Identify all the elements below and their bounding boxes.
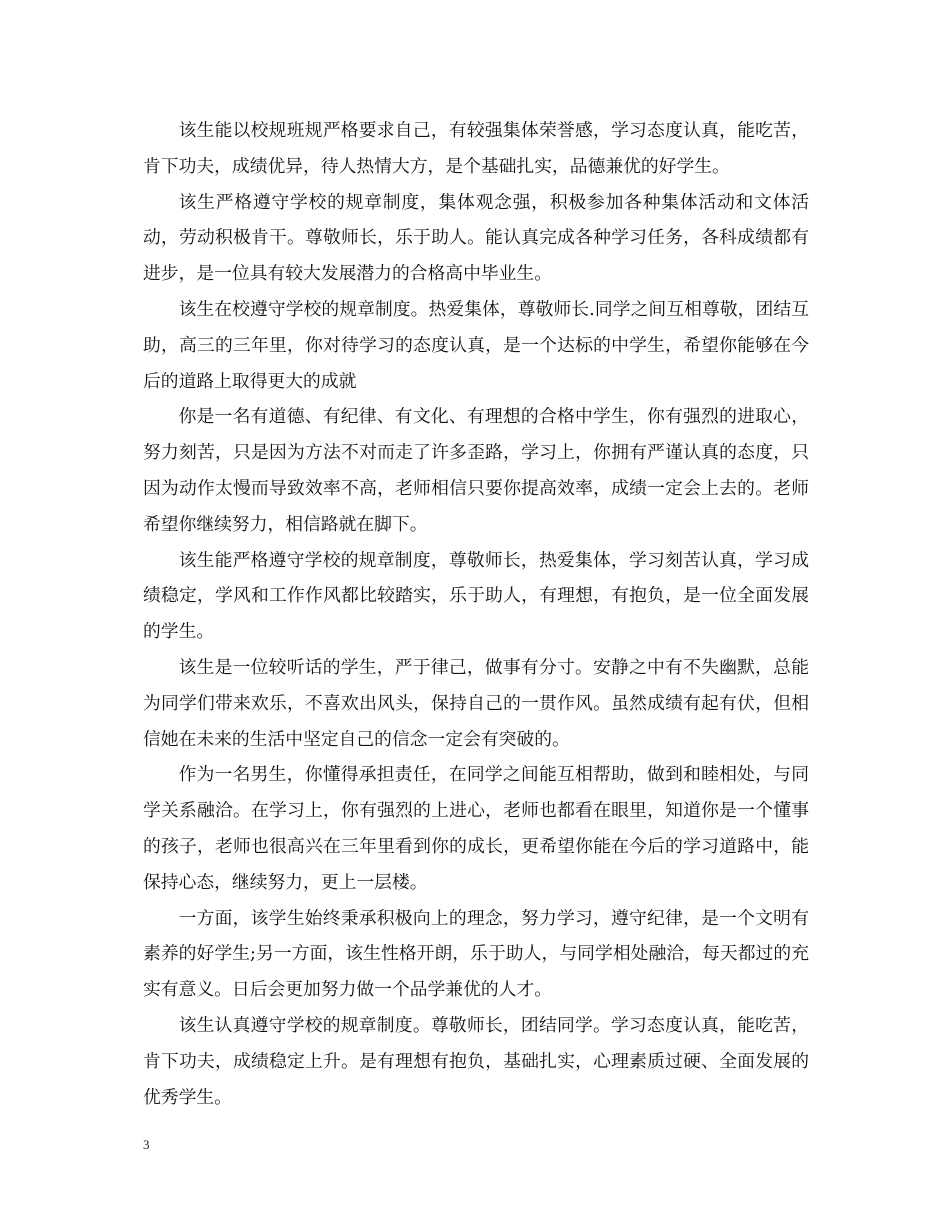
paragraph: 该生能以校规班规严格要求自己，有较强集体荣誉感，学习态度认真，能吃苦，肯下功夫，成绩优异，待人热情大方，是个基础扎实，品德兼优的好学生。 bbox=[143, 120, 809, 177]
paragraph: 该生是一位较听话的学生，严于律己，做事有分寸。安静之中有不失幽默，总能为同学们带来欢乐，不喜欢出风头，保持自己的一贯作风。虽然成绩有起有伏，但相信她在未来的生活中坚定自己的信念一定会有突破的。 bbox=[143, 656, 809, 750]
paragraph: 该生能严格遵守学校的规章制度，尊敬师长，热爱集体，学习刻苦认真，学习成绩稳定，学风和工作作风都比较踏实，乐于助人，有理想，有抱负，是一位全面发展的学生。 bbox=[143, 549, 809, 643]
paragraph: 一方面，该学生始终秉承积极向上的理念，努力学习，遵守纪律，是一个文明有素养的好学生;另一方面，该生性格开朗，乐于助人，与同学相处融洽，每天都过的充实有意义。日后会更加努力做一个品学兼优的人才。 bbox=[143, 907, 809, 1001]
paragraph: 你是一名有道德、有纪律、有文化、有理想的合格中学生，你有强烈的进取心，努力刻苦，只是因为方法不对而走了许多歪路，学习上，你拥有严谨认真的态度，只因为动作太慢而导致效率不高，老师相信只要你提高效率，成绩一定会上去的。老师希望你继续努力，相信路就在脚下。 bbox=[143, 406, 809, 535]
paragraph: 该生严格遵守学校的规章制度，集体观念强，积极参加各种集体活动和文体活动，劳动积极肯干。尊敬师长，乐于助人。能认真完成各种学习任务，各科成绩都有进步，是一位具有较大发展潜力的合格高中毕业生。 bbox=[143, 191, 809, 285]
paragraph: 该生认真遵守学校的规章制度。尊敬师长，团结同学。学习态度认真，能吃苦，肯下功夫，成绩稳定上升。是有理想有抱负，基础扎实，心理素质过硬、全面发展的优秀学生。 bbox=[143, 1014, 809, 1108]
paragraph: 该生在校遵守学校的规章制度。热爱集体，尊敬师长.同学之间互相尊敬，团结互助，高三的三年里，你对待学习的态度认真，是一个达标的中学生，希望你能够在今后的道路上取得更大的成就 bbox=[143, 298, 809, 392]
document-body bbox=[143, 113, 809, 1115]
paragraph: 作为一名男生，你懂得承担责任，在同学之间能互相帮助，做到和睦相处，与同学关系融洽。在学习上，你有强烈的上进心，老师也都看在眼里，知道你是一个懂事的孩子，老师也很高兴在三年里看到你的成长，更希望你能在今后的学习道路中，能保持心态，继续努力，更上一层楼。 bbox=[143, 764, 809, 893]
page-number: 3 bbox=[143, 1137, 150, 1152]
